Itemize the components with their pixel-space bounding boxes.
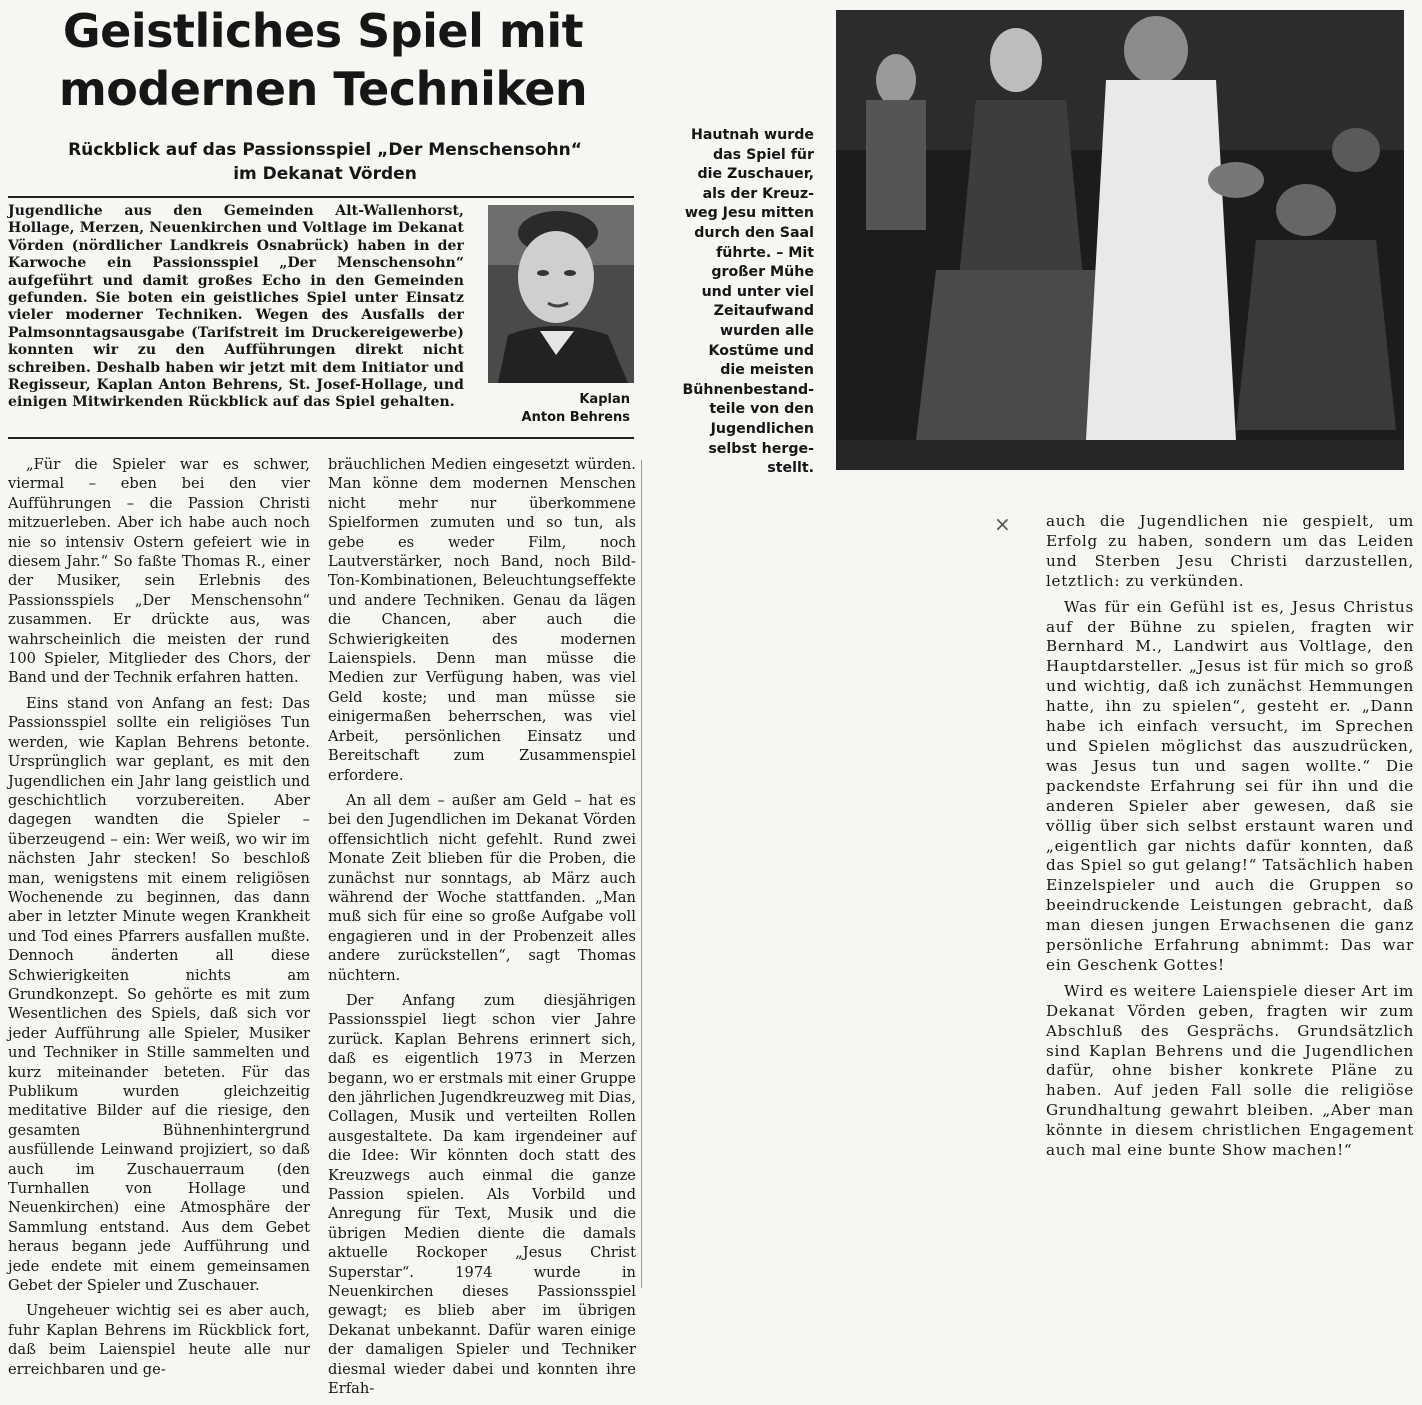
paragraph: Wird es weitere Laienspiele dieser Art im Dekanat Vörden geben, fragten wir zum Abschluß des Gesprächs. Grundsätzlich sind Kaplan Behrens und die Jugendlichen dafür, ohne bisher konkrete Pläne zu haben. Auf jeden Fall solle die religiöse Grundhaltung gewahrt bleiben. „Aber man könnte in diesem christlichen Engagement auch mal eine bunte Show machen!“ (1046, 981, 1414, 1160)
paragraph: Der Anfang zum diesjährigen Passionsspiel liegt schon vier Jahre zurück. Kaplan Behrens erinnert sich, daß es eigentlich 1973 in Merzen begann, wo er erstmals mit einer Gruppe den jährlichen Jugendkreuzweg mit Dias, Collagen, Musik und verteilten Rollen ausgestaltete. Da kam irgendeiner auf die Idee: Wir könnten doch statt des Kreuzwegs auch einmal die ganze Passion spielen. Als Vorbild und Anregung für Text, Musik und die übrigen Medien diente die damals aktuelle Rockoper „Jesus Christ Superstar“. 1974 wurde in Neuenkirchen dieses Passionsspiel gewagt; es blieb aber im übrigen Dekanat unbekannt. Dafür waren einige der damaligen Spieler und Techniker diesmal wieder dabei und konnten ihre Erfah- (328, 991, 636, 1398)
scene-illustration (836, 10, 1404, 470)
text-column-2 (328, 455, 636, 1405)
text-column-1 (8, 455, 310, 1385)
paragraph: auch die Jugendlichen nie gespielt, um Erfolg zu haben, sondern um das Leiden und Sterben Jesu Christi darzustellen, letztlich: zu verkünden. (1046, 512, 1414, 590)
passion-play-photo (836, 10, 1404, 470)
column-divider (641, 460, 642, 1288)
paragraph: An all dem – außer am Geld – hat es bei den Jugendlichen im Dekanat Vörden offensichtlich nicht gefehlt. Rund zwei Monate Zeit blieben für die Proben, die zunächst nur sonntags, ab März auch während der Woche stattfanden. „Man muß sich für eine so große Aufgabe voll engagieren und in der Probenzeit alles andere zurückstellen“, sagt Thomas nüchtern. (328, 791, 636, 984)
portrait-caption: Kaplan Anton Behrens (521, 392, 630, 425)
text-column-3 (1046, 512, 1414, 1167)
portrait-illustration (488, 205, 634, 383)
portrait-photo (488, 205, 634, 383)
paragraph: Eins stand von Anfang an fest: Das Passionsspiel sollte ein religiöses Tun werden, wie Kaplan Behrens betonte. Ursprünglich war geplant, es mit den Jugendlichen ein Jahr lang geistlich und geschichtlich vorzubereiten. Aber dagegen wandten die Spieler – überzeugend – ein: Wer weiß, wo wir im nächsten Jahr stecken! So beschloß man, wenigstens mit einem religiösen Wochenende zu beginnen, das dann aber in letzter Minute wegen Krankheit und Tod eines Pfarrers ausfallen mußte. Dennoch änderten all diese Schwierigkeiten nichts am Grundkonzept. So gehörte es mit zum Wesentlichen des Spiels, daß sich vor jeder Aufführung alle Spieler, Musiker und Techniker in Stille sammelten und kurz miteinander beteten. Für das Publikum wurden gleichzeitig meditative Bilder auf die riesige, den gesamten Bühnenhintergrund ausfüllende Leinwand projiziert, so daß auch im Zuschauerraum (den Turnhallen von Hollage und Neuenkirchen) eine Atmosphäre der Sammlung entstand. Aus dem Gebet heraus begann jede Aufführung und jede endete mit einem gemeinsamen Gebet der Spieler und Zuschauer. (8, 694, 310, 1295)
paragraph: bräuchlichen Medien eingesetzt würden. Man könne dem modernen Menschen nicht mehr nur überkommene Spielformen zumuten und so tun, als gebe es weder Film, noch Lautverstärker, noch Band, noch Bild-Ton-Kombinationen, Beleuchtungseffekte und andere Techniken. Genau da lägen die Chancen, aber auch die Schwierigkeiten des modernen Laienspiels. Denn man müsse die Medien zur Verfügung haben, was viel Geld koste; und man müsse sie einigermaßen beherrschen, was viel Arbeit, persönlichen Einsatz und Bereitschaft zum Zusammenspiel erfordere. (328, 456, 636, 784)
headline: Geistliches Spiel mit modernen Techniken (58, 4, 588, 116)
intro-rule (8, 437, 634, 439)
margin-mark: × (994, 512, 1011, 536)
paragraph: „Für die Spieler war es schwer, viermal – eben bei den vier Aufführungen – die Passion Christi mitzuerleben. Aber ich habe auch noch nie so intensiv Ostern gefeiert wie in diesem Jahr.“ So faßte Thomas R., einer der Musiker, sein Erlebnis des Passionsspiels „Der Menschensohn“ zusammen. Er drückte aus, was wahrscheinlich die meisten der rund 100 Spieler, Mitglieder des Chors, der Band und der Technik erfahren hatten. (8, 456, 310, 687)
paragraph: Ungeheuer wichtig sei es aber auch, fuhr Kaplan Behrens im Rückblick fort, daß beim Laienspiel heute alle nur erreichbaren und ge- (8, 1302, 310, 1378)
top-rule (8, 196, 634, 198)
paragraph: Was für ein Gefühl ist es, Jesus Christus auf der Bühne zu spielen, fragten wir Bernhard M., Landwirt aus Voltlage, den Hauptdarsteller. „Jesus ist für mich so groß und wichtig, daß ich zunächst Hemmungen hatte, ihn zu spielen“, gesteht er. „Dann habe ich einfach versucht, im Sprechen und Spielen möglichst das auszudrücken, was Jesus tun und sagen wollte.“ Die packendste Erfahrung sei für ihn und die anderen Spieler aber gewesen, daß sie völlig über sich selbst erstaunt waren und „eigentlich gar nichts dafür konnten, daß das Spiel so gut gelang!“ Tatsächlich haben Einzelspieler und auch die Gruppen so beeindruckende Leistungen gebracht, daß man diesen jungen Erwachsenen die ganz persönliche Erfahrung abnimmt: Das war ein Geschenk Gottes! (1046, 597, 1414, 974)
intro-paragraph: Jugendliche aus den Gemeinden Alt-Wallenhorst, Hollage, Merzen, Neuenkirchen und Voltlage im Dekanat Vörden (nördlicher Landkreis Osnabrück) haben in der Karwoche ein Passionsspiel „Der Menschensohn“ aufgeführt und damit großes Echo in den Gemeinden gefunden. Sie boten ein geistliches Spiel unter Einsatz vieler moderner Techniken. Wegen des Ausfalls der Palmsonntagsausgabe (Tarifstreit im Druckereigewerbe) konnten wir zu den Aufführungen direkt nicht schreiben. Deshalb haben wir jetzt mit dem Initiator und Regisseur, Kaplan Anton Behrens, St. Josef-Hollage, und einigen Mitwirkenden Rückblick auf das Spiel gehalten. (8, 203, 464, 411)
photo-caption: Hautnah wurde das Spiel für die Zuschauer, als der Kreuz- weg Jesu mitten durch den Saal führte. – Mit großer Mühe und unter viel Zeitaufwand wurden alle Kostüme und die meisten Bühnenbestand- teile von den Jugendlichen selbst herge- stellt. (682, 127, 814, 477)
subheadline: Rückblick auf das Passionsspiel „Der Menschensohn“ im Dekanat Vörden (68, 140, 582, 184)
